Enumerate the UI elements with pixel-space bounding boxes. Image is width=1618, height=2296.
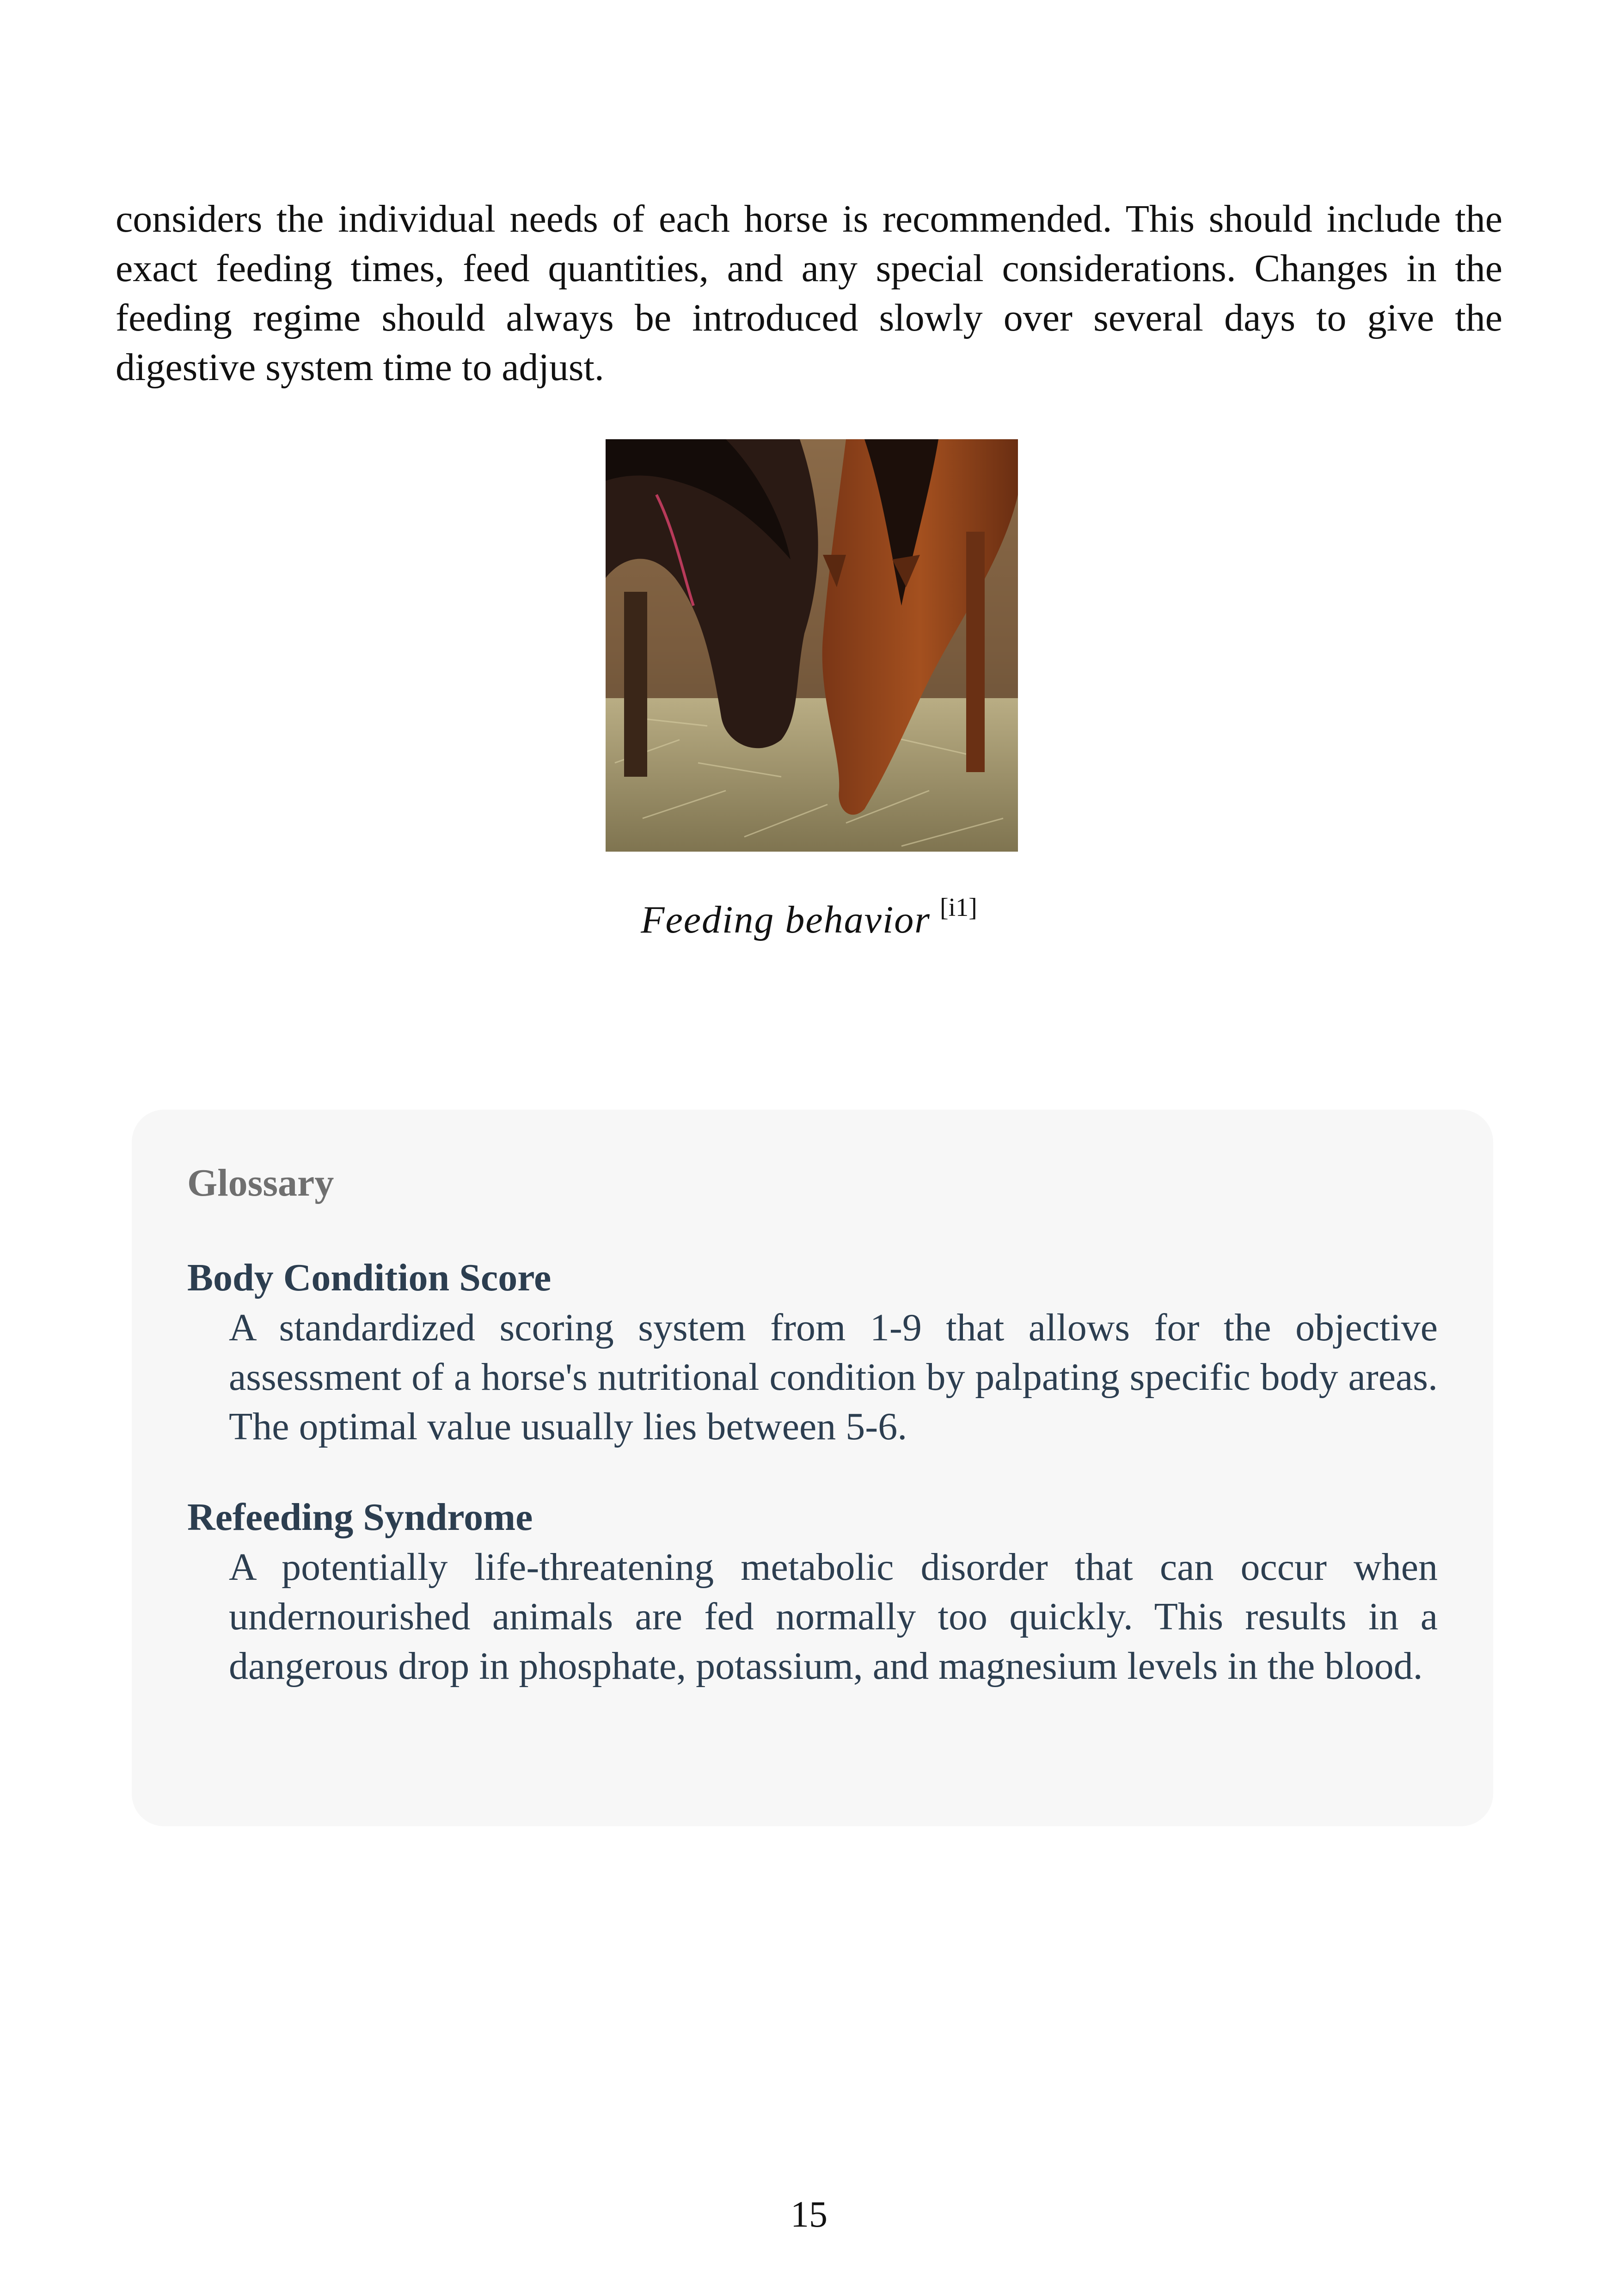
- figure-caption: [0, 895, 1618, 950]
- glossary-term: Refeeding Syndrome: [187, 1496, 533, 1539]
- page-number: 15: [791, 2194, 827, 2235]
- glossary-term: Body Condition Score: [187, 1256, 552, 1299]
- glossary-definition: A potentially life-threatening metabolic disorder that can occur when undernourished animals are fed normally too quickly. This results in a dangerous drop in phosphate, potassium, and magnesium levels in the blood.: [229, 1546, 1438, 1688]
- caption-text: Feeding behavior: [641, 898, 931, 941]
- glossary-definition: A standardized scoring system from 1-9 that allows for the objective assessment of a horse's nutritional condition by palpating specific body areas. The optimal value usually lies between 5-6.: [229, 1306, 1438, 1448]
- body-paragraph: considers the individual needs of each horse is recommended. This should include the exact feeding times, feed quantities, and any special considerations. Changes in the feeding regime should always be introduced slowly over several days to give the digestive system time to adjust.: [116, 197, 1502, 389]
- glossary-title: Glossary: [187, 1161, 334, 1204]
- glossary-entry: [187, 1492, 1438, 1691]
- horses-feeding-photo: [606, 439, 1018, 852]
- glossary-box: [132, 1110, 1493, 1826]
- glossary-entry: [187, 1253, 1438, 1451]
- caption-reference: [i1]: [939, 893, 977, 922]
